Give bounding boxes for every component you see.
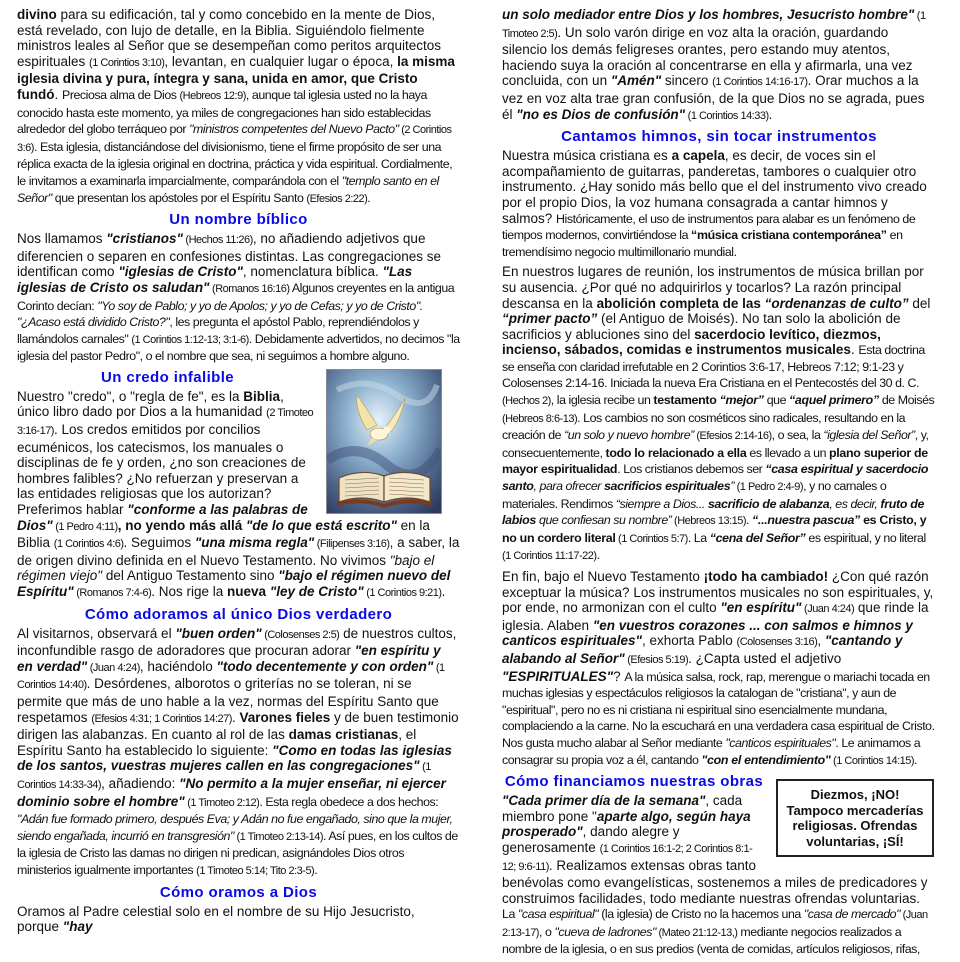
text-run: , o sea, la [771, 428, 824, 443]
text-run: . ¿Capta usted el adjetivo [688, 650, 842, 666]
text-run: nueva [227, 584, 270, 599]
text-run: "no es Dios de confusión" [516, 106, 686, 122]
scripture-reference: (Colosenses 2:5) [261, 628, 340, 641]
text-run: “cena del Señor” [709, 530, 806, 545]
scripture-reference: (Hechos 11:26) [182, 234, 253, 247]
text-run: "ESPIRITUALES" [502, 668, 614, 684]
scripture-reference: (Efesios 5:19) [624, 653, 689, 666]
text-run: , el Espíritu Santo ha establecido lo siguiente: [17, 727, 417, 758]
text-run: del [908, 295, 931, 311]
right-column [502, 7, 936, 962]
callout-line: religiosas. Ofrendas [792, 818, 918, 834]
section-heading: Un credo infalible [100, 368, 235, 386]
text-run: , la iglesia recibe un [550, 393, 654, 408]
text-run: que confiesan su nombre” [536, 513, 672, 528]
text-run: "conforme a las palabras de Dios" [17, 502, 308, 533]
section-heading: Cómo adoramos al único Dios verdadero [84, 605, 393, 623]
paragraph [502, 148, 936, 260]
text-run: . Los cristianos debemos ser [617, 462, 766, 477]
text-run: “aquel primero” [789, 393, 879, 408]
text-run: “mejor” [719, 393, 764, 408]
text-run: es espiritual, y no literal [805, 530, 926, 545]
section-heading: Un nombre bíblico [169, 211, 308, 229]
text-run: , nomenclatura bíblica. [242, 264, 383, 280]
text-run: “ordenanzas de culto” [764, 295, 909, 311]
text-run: de Moisés [878, 393, 935, 408]
text-run: Al visitarnos, observará el [17, 625, 176, 641]
text-run: . [231, 709, 240, 725]
text-run: , a saber, la de origen divino definida en el Nuevo Testamento. No vivimos [17, 535, 460, 568]
scripture-reference: (1 Corintios 3:10) [89, 56, 165, 69]
text-run: “siempre a Dios... [615, 496, 708, 511]
text-run: "No permito a la mujer enseñar, ni ejercer dominio sobre el hombre" [17, 775, 446, 809]
scripture-reference: (Juan 4:24) [87, 661, 140, 674]
scripture-reference: (Romanos 7:4-6) [73, 587, 152, 599]
text-run: "cristianos" [106, 231, 183, 247]
scripture-reference: (Efesios 2:22) [306, 192, 368, 205]
text-run: ¡todo ha cambiado! [703, 569, 829, 584]
text-run: . Nos rige la [151, 584, 228, 599]
text-run: "canticos espirituales" [725, 735, 836, 750]
paragraph [17, 7, 460, 207]
text-run: "cantando y alabando al Señor" [502, 633, 903, 666]
text-run: . Así pues, en los cultos de la iglesia de Cristo las damas no dirigen ni predican, asignándoles Dios otros ministerios igualmente importantes [17, 828, 458, 877]
scripture-reference: (1 Corintios 1:12-13; 3:1-6) [131, 333, 249, 346]
text-run: . Seguimos [123, 535, 195, 551]
text-run: , y, consecuentemente, [502, 428, 929, 460]
scripture-reference: (Efesios 2:14-16) [693, 430, 772, 443]
text-run: , no yendo más allá [117, 517, 247, 533]
text-run: . Le animamos a consagrar su propia voz a él, cantando [502, 735, 921, 767]
text-run: Oramos al Padre celestial solo en el nombre de su Hijo Jesucristo, porque [17, 903, 415, 935]
text-run: de nuestros cultos, inconfundible rasgo de adoradores que procuran adorar [17, 625, 457, 659]
text-run: "Cada primer día de la semana" [502, 793, 706, 809]
text-run: "con el entendimiento" [701, 752, 831, 767]
scripture-reference: (1 Corintios 14:40) [17, 661, 445, 692]
text-run: sacerdocio levítico, diezmos, incienso, sábados, comidas e instrumentos musicales [502, 326, 881, 358]
scripture-reference: (1 Corintios 16:1-2; 2 Corintios 8:1-12; 9:6-11) [502, 842, 753, 873]
text-run: , dando alegre y generosamente [502, 824, 680, 855]
text-run: , no añadiendo adjetivos que diferencien o separen en confesiones distintas. Las congregaciones se identifican como [17, 231, 442, 280]
text-run: la misma iglesia divina y pura, íntegra y sana, unida en amor, que Cristo fundó [17, 53, 455, 102]
text-run: “...nuestra pascua” [752, 513, 860, 528]
text-run: "Las iglesias de Cristo os saludan" [17, 264, 413, 295]
text-run: . Los credos emitidos por concilios ecuménicos, los catecismos, los manuales o disciplinas de fe y orden, ¿no son creaciones de hombres falibles? ¿No refuerzan y preservan a las entidades religiosas que los autorizan? Preferimos hablar [17, 422, 306, 518]
text-run: . Debidamente advertidos, no decimos "la iglesia del pastor Pedro", o el nombre que sea, ni seguimos a hombre alguno. [17, 331, 460, 364]
scripture-reference: (Efesios 4:31; 1 Corintios 14:27) [91, 712, 232, 725]
text-run: "de lo que está escrito" [246, 517, 397, 533]
text-run: testamento [653, 393, 720, 408]
text-run: "buen orden" [175, 625, 262, 641]
scripture-reference: (1 Timoteo 2:5) [502, 10, 926, 40]
scripture-reference: (1 Corintios 4:6) [53, 538, 124, 551]
text-run: En fin, bajo el Nuevo Testamento [502, 569, 704, 584]
text-run: del Antiguo Testamento sino [102, 568, 279, 584]
text-run: , y no carnales o materiales. Rendimos [502, 479, 887, 511]
paragraph [17, 626, 460, 880]
text-run: . Esta regla obedece a dos hechos: [259, 794, 439, 809]
text-run: "templo santo en el Señor" [17, 173, 439, 205]
text-run: “casa espiritual y sacerdocio santo [502, 462, 929, 494]
text-run: "Amén" [610, 73, 662, 89]
text-run: "en espíritu" [720, 600, 802, 616]
callout-line: Tampoco mercaderías [786, 802, 924, 818]
text-run: , añadiendo: [101, 775, 180, 791]
text-run: Nuestro "credo", o "regla de fe", es la [17, 388, 244, 404]
text-run: Algunos creyentes en la antigua Corinto decían: [17, 280, 455, 313]
section-heading: Cómo financiamos nuestras obras [504, 773, 764, 791]
paragraph [502, 569, 936, 769]
text-run: . [596, 548, 600, 563]
text-run: , levantan, en cualquier lugar o época, [164, 53, 398, 69]
text-run: "en espíritu y en verdad" [17, 643, 441, 674]
text-run: fruto de labios [502, 496, 925, 528]
text-run: sincero [661, 73, 713, 89]
text-run: , exhorta Pablo [641, 633, 737, 649]
scripture-reference: (Juan 4:24) [801, 603, 855, 616]
text-run: Preciosa alma de Dios [62, 87, 180, 102]
text-run: sacrificios espirituales [603, 479, 731, 494]
scripture-reference: (Mateo 21:12-13,) [655, 926, 738, 939]
scripture-reference: (1 Corintios 14:33-34) [17, 761, 431, 791]
text-run: . [441, 584, 446, 599]
text-run: en tremendísimo negocio multimillonario mundial. [502, 228, 903, 259]
text-run: , cada miembro pone " [502, 793, 743, 824]
text-run: "casa de mercado" [803, 907, 901, 922]
scripture-reference: (1 Corintios 14:16-17) [712, 76, 808, 89]
text-run: . Esta iglesia, distanciándose del divisionismo, tiene el firme propósito de ser una réplica exacta de la iglesia original en doctrina, práctica y vida espiritual. Cordialmente, le invitamos a examinarla imparcialmente, comparándola con el [17, 139, 453, 188]
text-run: , o [538, 924, 555, 939]
callout-line: voluntarias, ¡SÍ! [806, 833, 904, 849]
text-run: aparte algo, según haya prosperado" [502, 808, 751, 840]
text-run: es Cristo, y no un cordero literal [502, 513, 927, 545]
text-run: , para ofrecer [533, 479, 604, 494]
text-run: “iglesia del Señor” [823, 428, 915, 443]
scripture-reference: (2 Timoteo 3:16-17) [17, 407, 314, 438]
text-run: Esta doctrina se enseña con claridad irrefutable en 2 Corintios 3:6-17, Hebreos 7:12; 9:1-23 y Colosenses 2:14-16. Iniciada la nueva Era Cristiana en el Pentecostés del 30 d. C. [502, 343, 925, 391]
scripture-reference: (Romanos 16:16) [209, 282, 290, 295]
text-run: "en vuestros corazones ... con salmos e himnos y canticos espirituales" [502, 617, 913, 649]
text-run: Varones fieles [239, 709, 331, 725]
text-run: , haciéndolo [139, 658, 217, 674]
text-run: plano superior de mayor espiritualidad [502, 445, 928, 477]
text-run: . [914, 752, 918, 767]
text-run: todo lo relacionado a ella [605, 445, 747, 460]
text-run: ? [613, 668, 625, 684]
text-run: que presentan los apóstoles por el Espíritu Santo [51, 190, 307, 205]
text-run: "bajo el régimen viejo" [17, 552, 435, 584]
text-run: , aunque tal iglesia usted no la haya conocido hasta este momento, ya miles de congregaciones han sido establecidas alrededor del globo terráqueo por [17, 87, 431, 137]
text-run: . Un solo varón dirige en voz alta la oración, guardando silencio los demás feligreses orantes, pero estando muy atentos, haciendo suya la oración al concentrarse en ella y afirmarla, una vez concluida, con un [502, 24, 913, 89]
text-run: "Yo soy de Pablo; y yo de Apolos; y yo de Cefas; y yo de Cristo". "¿Acaso está dividido Cristo?" [17, 298, 423, 330]
text-run: . Los cambios no son cosméticos sino radicales, resultando en la creación de [502, 410, 906, 443]
dove-over-open-bible-image [326, 369, 442, 514]
text-run: “música cristiana contemporánea” [691, 228, 887, 243]
text-run: "Adán fue formado primero, después Eva; y Adán no fue engañado, sino que la mujer, siendo engañada, incurrió en transgresión" [17, 812, 453, 843]
text-run: "ley de Cristo" [269, 584, 364, 599]
text-run: , [817, 633, 825, 649]
text-run: que rinde la iglesia. Alaben [502, 600, 929, 633]
section-heading: Cantamos himnos, sin tocar instrumentos [561, 128, 877, 146]
text-run: divino [17, 7, 57, 22]
text-run: Históricamente, el uso de instrumentos para alabar es un fenómeno de tiempos modernos, convirtiéndose la [502, 211, 916, 243]
text-run: . Orar muchos a la vez en voz alta trae gran confusión, de la que Dios no se agrada, pues él [502, 73, 925, 122]
text-run: . [367, 190, 371, 205]
scripture-reference: (1 Pedro 2:4-9) [734, 481, 804, 494]
scripture-reference: (1 Timoteo 2:12) [184, 796, 260, 809]
text-run: En nuestros lugares de reunión, los instrumentos de música brillan por su ausencia. ¿Por qué no adquirirlos y tocarlos? La razón principal descansa en la [502, 264, 924, 311]
text-run: (la iglesia) de Cristo no la hacemos una [598, 907, 804, 922]
text-run: Nuestra música cristiana es [502, 148, 672, 164]
scripture-reference: (Hechos 2) [502, 395, 551, 408]
text-run: abolición completa de las [596, 295, 765, 311]
scripture-reference: (1 Corintios 5:7) [615, 532, 688, 545]
text-run: "todo decentemente y con orden" [216, 658, 434, 674]
text-run: "iglesias de Cristo" [118, 264, 243, 280]
scripture-reference: (Juan 2:13-17) [502, 909, 928, 939]
left-column [17, 7, 460, 939]
paragraph [502, 264, 936, 565]
text-run: . [314, 862, 318, 877]
text-run: La [502, 907, 518, 922]
scripture-reference: (Hebreos 13:15) [671, 515, 747, 528]
scripture-reference: (Colosenses 3:16) [736, 636, 818, 649]
scripture-reference: (Filipenses 3:16) [314, 538, 390, 551]
text-run: para su edificación, tal y como concebido en la mente de Dios, está revelado, con lujo de detalle, en la Biblia. Siguiéndolo fielmente ministros leales al Señor que se desempeñan como peritos arquitectos espirituales [17, 7, 441, 69]
text-run: "casa espiritual" [517, 907, 599, 922]
text-run: , es decir, [829, 496, 881, 511]
scripture-reference: (1 Corintios 9:21) [363, 587, 442, 599]
scripture-reference: (2 Corintios 3:6) [17, 124, 452, 154]
text-run: . La [687, 530, 710, 545]
text-run: , es decir, de voces sin el acompañamiento de guitarras, panderetas, tambores o cualquier otro instrumento. ¿Hay sonido más bello que el del instrumento vivo creado por el propio Dios, la voz humana consagrada a cantar himnos y salmos? [502, 148, 927, 226]
text-run: "cueva de ladrones" [554, 924, 656, 939]
text-run: . [54, 86, 62, 102]
paragraph [17, 904, 460, 935]
scripture-reference: (1 Timoteo 5:14; Tito 2:3-5) [196, 864, 315, 877]
text-run: "una misma regla" [194, 535, 315, 551]
scripture-reference: (Hebreos 8:6-13) [502, 412, 578, 425]
text-run: ” [730, 479, 735, 494]
text-run: "ministros competentes del Nuevo Pacto" [189, 122, 399, 137]
scripture-reference: (Hebreos 12:9) [179, 89, 246, 102]
text-run: A la música salsa, rock, rap, merengue o mariachi tocada en muchas iglesias y espectáculos religiosos la catalogan de "cristiana", y aun de "espiritual", pero no es ni cristiana ni espiritual sino esencialmente mundana, complaciendo a la carne. No la escuchará en una verdadera casa espiritual de Cristo. Nos gusta mucho alabar al Señor mediante [502, 669, 935, 750]
tithes-callout-box [776, 779, 934, 857]
scripture-reference: (1 Pedro 4:11) [52, 520, 118, 533]
text-run: , único libro dado por Dios a la humanidad [17, 388, 284, 420]
callout-line: Diezmos, ¡NO! [810, 787, 900, 803]
text-run: a capela [671, 148, 725, 164]
text-run: “un solo y nuevo hombre” [564, 428, 694, 443]
paragraph [502, 7, 936, 124]
text-run: "bajo el régimen nuevo del Espíritu" [17, 568, 451, 599]
text-run: . Desórdenes, alborotos o griterías no se toleran, ni se permite que más de uno hable a la vez, normas del Espíritu Santo que respetamos [17, 676, 439, 725]
text-run: Nos llamamos [17, 231, 107, 247]
text-run: , les pregunta el apóstol Pablo, reprendiéndolos y llamándolos carnales" [17, 315, 419, 346]
text-run: ¿Con qué razón exceptuar la música? Los instrumentos musicales no son espirituales, y, por ende, no armonizan con el culto [502, 569, 934, 616]
text-run: damas cristianas [288, 727, 399, 743]
text-run: mediante negocios realizados a nombre de la iglesia, o en sus predios (venta de comidas, artículos religiosos, rifas, [502, 924, 920, 957]
text-run: . Realizamos extensas obras tanto benévolas como evangelísticas, sostenemos a miles de predicadores y construimos facilidades, todo mediante nuestras ofrendas voluntarias. [502, 857, 928, 906]
text-run: Biblia [243, 388, 281, 404]
text-run: "Como en todas las iglesias de los santos, vuestras mujeres callen en las congregaciones" [17, 742, 452, 774]
text-run: en la Biblia [17, 517, 430, 551]
text-run: . [850, 342, 859, 358]
text-run: . [768, 106, 773, 122]
scripture-reference: (1 Timoteo 2:13-14) [233, 830, 324, 843]
text-run: “primer pacto” [502, 311, 598, 327]
scripture-reference: (1 Corintios 14:33) [685, 109, 769, 122]
text-run: sacrificio de alabanza [707, 496, 830, 511]
text-run: un solo mediador entre Dios y los hombres, Jesucristo hombre" [502, 7, 915, 22]
paragraph [17, 231, 460, 365]
text-run: . [746, 513, 753, 528]
text-run: (el Antiguo de Moisés). No tan solo la abolición de sacrificios y abluciones sino del [502, 311, 901, 342]
text-run: y de buen testimonio dirigen las alabanzas. En cuanto al rol de las [17, 709, 459, 743]
section-heading: Cómo oramos a Dios [159, 883, 318, 901]
text-run: es llevado a un [746, 445, 830, 460]
text-run: que [763, 393, 790, 408]
scripture-reference: (1 Corintios 14:15) [830, 754, 915, 767]
text-run: "hay [62, 919, 93, 935]
scripture-reference: (1 Corintios 11:17-22) [502, 550, 597, 563]
